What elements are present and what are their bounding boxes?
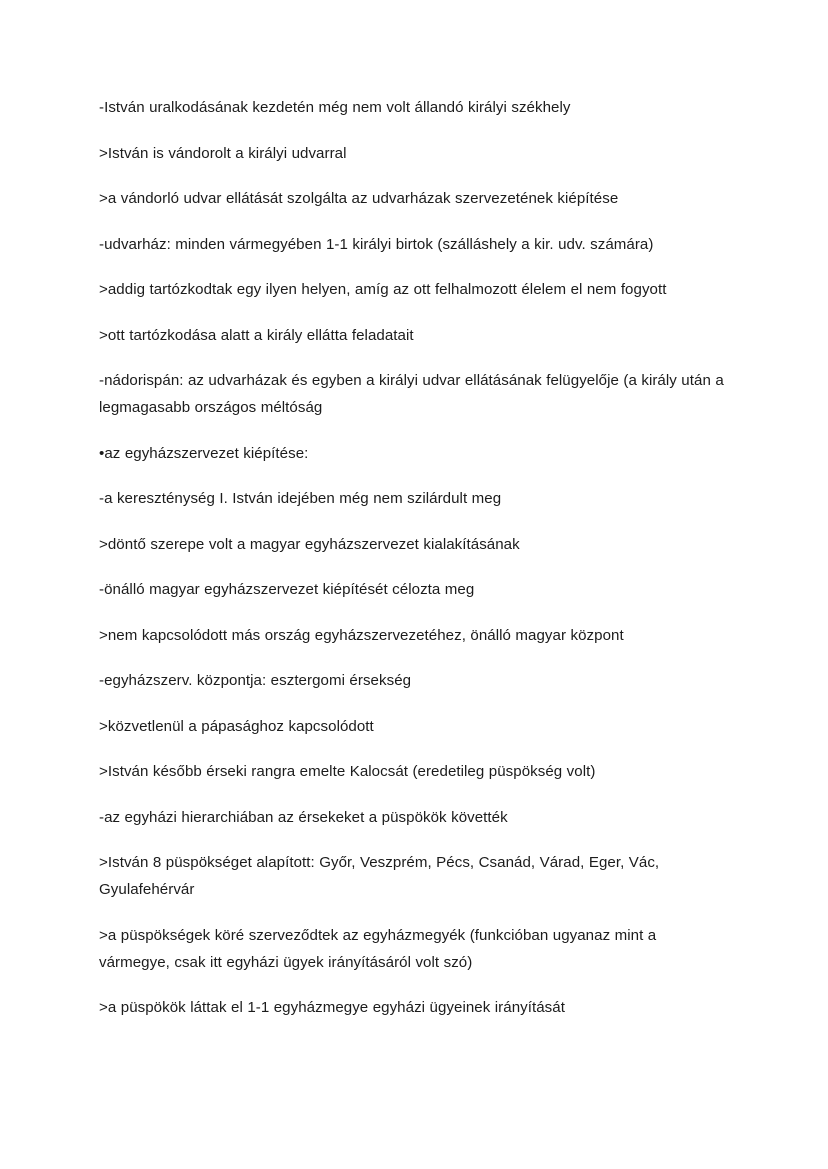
note-line: >István később érseki rangra emelte Kalocsát (eredetileg püspökség volt) (99, 763, 596, 780)
note-line: •az egyházszervezet kiépítése: (99, 444, 309, 462)
note-line: >a püspökök láttak el 1-1 egyházmegye egyházi ügyeinek irányítását (99, 999, 565, 1016)
note-line: >István is vándorolt a királyi udvarral (99, 144, 347, 162)
note-line: -udvarház: minden vármegyében 1-1 királyi birtok (szálláshely a kir. udv. számára) (99, 235, 654, 253)
note-line: -az egyházi hierarchiában az érsekeket a püspökök követték (99, 808, 508, 826)
note-line: >a vándorló udvar ellátását szolgálta az udvarházak szervezetének kiépítése (99, 190, 619, 207)
note-line: -a kereszténység I. István idejében még nem szilárdult meg (99, 490, 502, 507)
note-line: -nádorispán: az udvarházak és egyben a királyi udvar ellátásának felügyelője (a király után a legmagasabb országos méltóság (99, 372, 724, 416)
note-line: >közvetlenül a pápasághoz kapcsolódott (99, 717, 374, 735)
note-line: -egyházszerv. központja: esztergomi érsekség (99, 672, 412, 689)
note-line: >ott tartózkodása alatt a király ellátta feladatait (99, 326, 414, 344)
note-line: >addig tartózkodtak egy ilyen helyen, amíg az ott felhalmozott élelem el nem fogyott (99, 281, 667, 298)
note-line: >nem kapcsolódott más ország egyházszervezetéhez, önálló magyar központ (99, 626, 624, 644)
note-line: >döntő szerepe volt a magyar egyházszervezet kialakításának (99, 535, 520, 553)
note-line: -önálló magyar egyházszervezet kiépítését célozta meg (99, 581, 475, 598)
note-text-body (99, 94, 731, 1021)
note-line: >István 8 püspökséget alapított: Győr, Veszprém, Pécs, Csanád, Várad, Eger, Vác, Gyulafehérvár (99, 854, 660, 898)
note-line: -István uralkodásának kezdetén még nem volt állandó királyi székhely (99, 99, 571, 116)
note-line: >a püspökségek köré szerveződtek az egyházmegyék (funkcióban ugyanaz mint a vármegye, csak itt egyházi ügyek irányításáról volt szó) (99, 926, 657, 971)
